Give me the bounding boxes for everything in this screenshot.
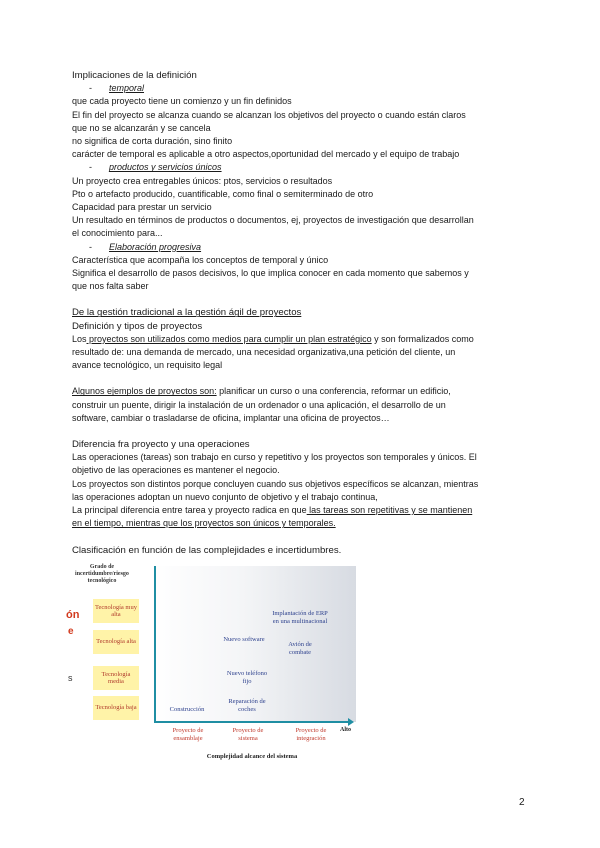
paragraph-line: Pto o artefacto producido, cuantificable, como final o semiterminado de otro [72, 188, 374, 199]
text-run: La principal diferencia entre tarea y proyecto radica en que [72, 505, 307, 516]
figure-cell-label: Construcción [169, 706, 205, 713]
cropped-text: s [68, 673, 73, 683]
x-level-label: Proyecto de sistema [232, 727, 264, 742]
paragraph-line: Un resultado en términos de productos o documentos, ej, proyectos de investigación que desarrollan [72, 215, 474, 226]
x-level-label: Proyecto de ensamblaje [172, 727, 204, 742]
text-run: Los [72, 333, 87, 344]
figure-cell-label: Avión de combate [288, 641, 312, 656]
text-run: planificar un curso o una conferencia, reformar un edificio, [216, 386, 451, 397]
bullet-item: - productos y servicios únicos [89, 162, 222, 173]
bullet-item: - temporal [89, 83, 145, 94]
paragraph-line: el conocimiento para... [72, 228, 163, 239]
section-title: De la gestión tradicional a la gestión ágil de proyectos [72, 307, 302, 319]
y-level-label: Tecnología baja [93, 696, 139, 720]
section-title: Clasificación en función de las complejidades e incertidumbres. [72, 544, 342, 556]
bullet-label: Elaboración progresiva [109, 241, 202, 252]
paragraph-line: objetivo de las operaciones es mantener el negocio. [72, 465, 280, 476]
paragraph-line: que nos falta saber [72, 281, 149, 292]
paragraph-line: resultado de: una demanda de mercado, una necesidad organizativa,una petición del cliente, un [72, 347, 456, 358]
paragraph-line: Significa el desarrollo de pasos decisivos, lo que implica conocer en cada momento que sabemos y [72, 268, 469, 279]
x-axis-end-label: Alto [340, 727, 351, 733]
underlined-text: Algunos ejemplos de proyectos son: [72, 386, 217, 397]
paragraph-line [72, 504, 532, 517]
text-run: y son formalizados como [371, 333, 474, 344]
underlined-text: las tareas son repetitivas y se mantienen [306, 505, 473, 516]
paragraph-line: que no se alcanzarán y se cancela [72, 122, 211, 133]
section-title: Implicaciones de la definición [72, 70, 197, 81]
paragraph-line [72, 333, 532, 346]
page-number: 2 [519, 797, 525, 808]
paragraph-line: avance tecnológico, un requisito legal [72, 360, 223, 371]
section-title: Diferencia fra proyecto y una operaciones [72, 439, 250, 451]
paragraph-line: que cada proyecto tiene un comienzo y un fin definidos [72, 96, 292, 107]
paragraph-line: construir un puente, dirigir la instalación de un ordenador o una aplicación, el desarrollo de un [72, 399, 446, 410]
paragraph-line: software, cambiar o trasladarse de oficina, implantar una oficina de proyectos… [72, 412, 390, 423]
paragraph-line: en el tiempo, mientras que los proyectos son únicos y temporales. [72, 518, 336, 529]
y-level-label: Tecnología media [93, 666, 139, 690]
paragraph-line: carácter de temporal es aplicable a otro aspectos,oportunidad del mercado y el equipo de trabajo [72, 149, 460, 160]
paragraph-line: las operaciones adoptan un nuevo conjunto de objetivo y el trabajo continua, [72, 491, 378, 502]
x-axis-arrow-icon [348, 718, 354, 726]
figure-cell-label: Nuevo teléfono fijo [226, 670, 268, 685]
paragraph-line: no significa de corta duración, sino finito [72, 136, 233, 147]
paragraph-line: Las operaciones (tareas) son trabajo en curso y repetitivo y los proyectos son temporales y únicos. El [72, 452, 477, 463]
x-level-label: Proyecto de integración [295, 727, 327, 742]
figure-cell-label: Nuevo software [223, 636, 265, 643]
paragraph-line: Un proyecto crea entregables únicos: ptos, servicios o resultados [72, 175, 333, 186]
figure-cell-label: Reparación de coches [228, 698, 266, 713]
cropped-red-text: ón [66, 609, 80, 621]
complexity-figure [62, 564, 358, 764]
paragraph-line: Característica que acompaña los conceptos de temporal y único [72, 254, 329, 265]
figure-cell-label: Implantación de ERP en una multinacional [272, 610, 328, 625]
underlined-text: proyectos son utilizados como medios para cumplir un plan estratégico [86, 333, 372, 344]
cropped-red-text: e [68, 626, 74, 637]
paragraph-line [72, 385, 532, 398]
bullet-label: temporal [109, 83, 145, 94]
paragraph-line: Capacidad para prestar un servicio [72, 202, 212, 213]
y-level-label: Tecnología alta [93, 630, 139, 654]
document-body [72, 69, 532, 557]
y-level-label: Tecnología muy alta [93, 599, 139, 623]
x-axis-title: Complejidad alcance del sistema [206, 753, 298, 760]
bullet-label: productos y servicios únicos [109, 162, 222, 173]
paragraph-line: El fin del proyecto se alcanza cuando se alcanzan los objetivos del proyecto o cuando están claros [72, 109, 466, 120]
y-axis [154, 566, 156, 723]
bullet-item: - Elaboración progresiva [89, 241, 202, 252]
x-axis [154, 721, 350, 723]
figure-y-header: Grado de incertidumbre/riesgo tecnológico [75, 564, 129, 584]
section-subtitle: Definición y tipos de proyectos [72, 320, 203, 332]
paragraph-line: Los proyectos son distintos porque concluyen cuando sus objetivos específicos se alcanzan, mientras [72, 478, 479, 489]
